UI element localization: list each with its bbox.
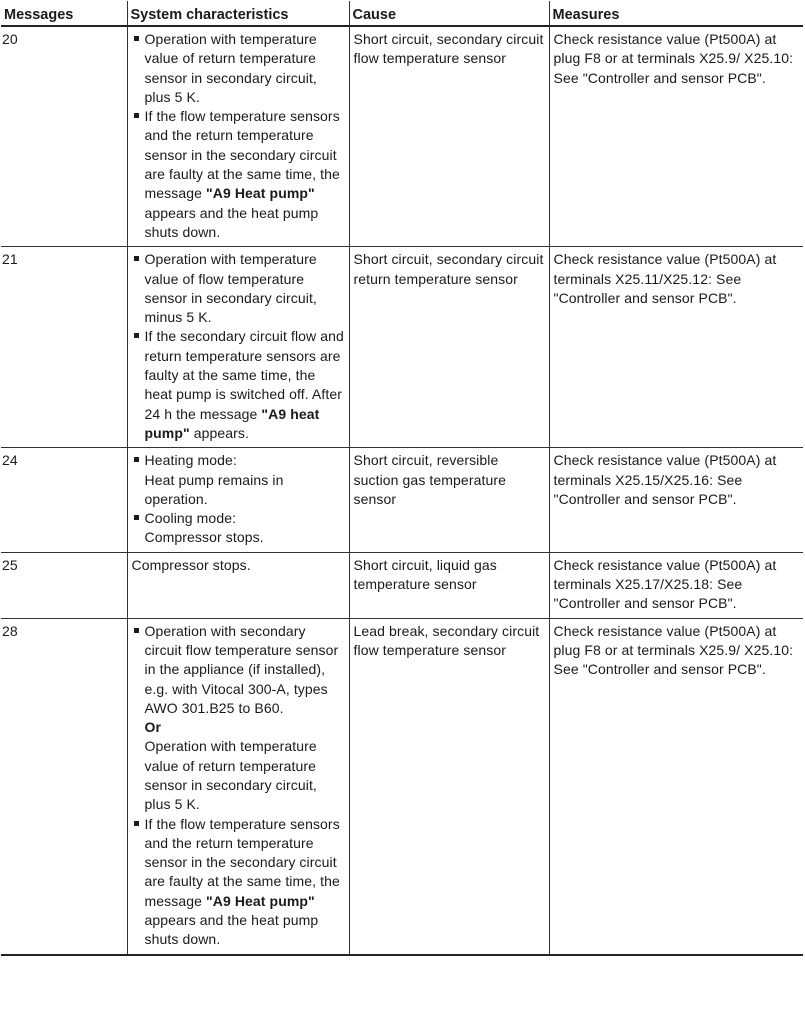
bullet-square-icon bbox=[134, 333, 139, 338]
system-characteristics-cell bbox=[127, 618, 349, 955]
cause-cell: Short circuit, reversible suction gas temperature sensor bbox=[349, 448, 549, 552]
list-item: Operation with secondary circuit flow temperature sensor in the appliance (if installed), e.g. with Vitocal 300-A, types AWO 301.B25 to B60. Or Operation with temperature value of return temperature sensor in secondary circuit, plus 5 K. bbox=[132, 622, 345, 815]
message-code: 28 bbox=[1, 618, 127, 955]
header-messages: Messages bbox=[1, 1, 127, 26]
bullet-square-icon bbox=[134, 36, 139, 41]
message-name: "A9 Heat pump" bbox=[206, 892, 315, 909]
list-item: Heating mode: Heat pump remains in operation. bbox=[132, 451, 345, 509]
list-item: Operation with temperature value of flow temperature sensor in secondary circuit, minus 5 K. bbox=[132, 250, 345, 327]
header-cause: Cause bbox=[349, 1, 549, 26]
bullet-square-icon bbox=[134, 457, 139, 462]
system-characteristics-cell: Compressor stops. bbox=[127, 552, 349, 618]
measures-cell: Check resistance value (Pt500A) at terminals X25.17/X25.18: See "Controller and sensor PCB". bbox=[549, 552, 803, 618]
measures-cell: Check resistance value (Pt500A) at plug F8 or at terminals X25.9/ X25.10: See "Controller and sensor PCB". bbox=[549, 618, 803, 955]
table-row bbox=[1, 448, 803, 552]
header-system-characteristics: System characteristics bbox=[127, 1, 349, 26]
bullet-square-icon bbox=[134, 821, 139, 826]
message-code: 25 bbox=[1, 552, 127, 618]
header-measures: Measures bbox=[549, 1, 803, 26]
list-item: If the flow temperature sensors and the return temperature sensor in the secondary circuit are faulty at the same time, the message "A9 Heat pump" appears and the heat pump shuts down. bbox=[132, 815, 345, 950]
list-item: Operation with temperature value of return temperature sensor in secondary circuit, plus 5 K. bbox=[132, 30, 345, 107]
list-item: If the flow temperature sensors and the return temperature sensor in the secondary circuit are faulty at the same time, the message "A9 Heat pump" appears and the heat pump shuts down. bbox=[132, 107, 345, 242]
message-name: "A9 Heat pump" bbox=[206, 185, 315, 202]
list-item: If the secondary circuit flow and return temperature sensors are faulty at the same time, the heat pump is switched off. After 24 h the message "A9 heat pump" appears. bbox=[132, 327, 345, 443]
measures-cell: Check resistance value (Pt500A) at terminals X25.11/X25.12: See "Controller and sensor PCB". bbox=[549, 247, 803, 448]
bullet-square-icon bbox=[134, 256, 139, 261]
or-label: Or bbox=[144, 719, 162, 736]
message-code: 20 bbox=[1, 26, 127, 247]
header-row bbox=[1, 1, 803, 26]
system-characteristics-cell bbox=[127, 247, 349, 448]
message-name: "A9 heat pump" bbox=[144, 405, 320, 441]
bullet-square-icon bbox=[134, 628, 139, 633]
message-code: 21 bbox=[1, 247, 127, 448]
table-row bbox=[1, 26, 803, 247]
cause-cell: Short circuit, secondary circuit flow temperature sensor bbox=[349, 26, 549, 247]
system-characteristics-cell bbox=[127, 448, 349, 552]
system-characteristics-cell bbox=[127, 26, 349, 247]
table-row bbox=[1, 552, 803, 618]
bullet-square-icon bbox=[134, 515, 139, 520]
cause-cell: Short circuit, secondary circuit return temperature sensor bbox=[349, 247, 549, 448]
fault-messages-table bbox=[1, 1, 803, 956]
list-item: Cooling mode: Compressor stops. bbox=[132, 509, 345, 548]
message-code: 24 bbox=[1, 448, 127, 552]
cause-cell: Lead break, secondary circuit flow temperature sensor bbox=[349, 618, 549, 955]
measures-cell: Check resistance value (Pt500A) at plug F8 or at terminals X25.9/ X25.10: See "Controller and sensor PCB". bbox=[549, 26, 803, 247]
table-row bbox=[1, 618, 803, 955]
measures-cell: Check resistance value (Pt500A) at terminals X25.15/X25.16: See "Controller and sensor PCB". bbox=[549, 448, 803, 552]
bullet-square-icon bbox=[134, 113, 139, 118]
table-row bbox=[1, 247, 803, 448]
cause-cell: Short circuit, liquid gas temperature sensor bbox=[349, 552, 549, 618]
